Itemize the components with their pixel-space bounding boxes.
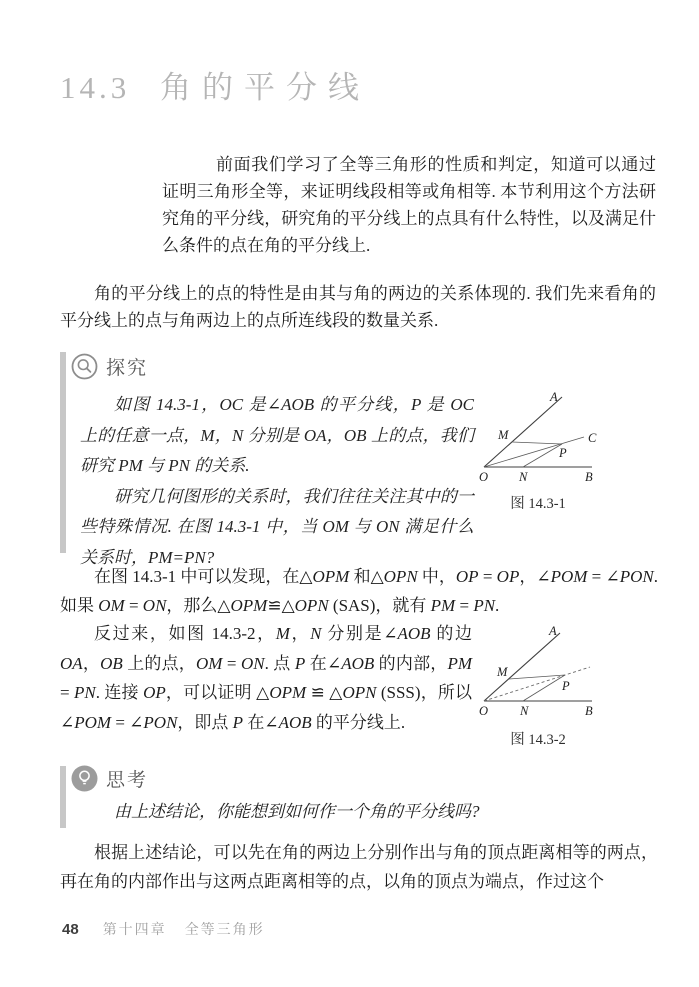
think-heading: 思考 xyxy=(106,770,149,791)
figure-14-3-1 xyxy=(476,388,616,488)
lightbulb-circle-icon xyxy=(71,765,98,792)
fig1-label-c: C xyxy=(588,431,597,445)
explore-section-bar xyxy=(60,352,66,553)
fig1-label-n: N xyxy=(519,470,528,484)
page-number: 48 xyxy=(62,921,79,938)
fig2-label-m: M xyxy=(497,665,508,679)
fig2-label-n: N xyxy=(520,704,529,718)
converse-paragraph: 反过来，如图 14.3-2，M，N 分别是∠AOB 的边 OA，OB 上的点，OM = ON. 点 P 在∠AOB 的内部，PM = PN. 连接 OP，可以证明 △OPM ≌ △OPN (SSS)，所以∠POM = ∠PON，即点 P 在∠AOB 的平分线上. xyxy=(60,624,473,732)
section-number: 14.3 xyxy=(60,70,131,105)
analysis-paragraph: 在图 14.3-1 中可以发现，在△OPM 和△OPN 中，OP = OP，∠POM = ∠PON. 如果 OM = ON，那么△OPM≌△OPN (SAS)，就有 PM = PN. xyxy=(60,567,659,615)
explore-section-header xyxy=(71,353,148,380)
figure-caption: 图 14.3-1 xyxy=(510,496,566,512)
fig1-label-p: P xyxy=(559,446,567,460)
fig2-label-p: P xyxy=(562,679,570,693)
think-section-header xyxy=(71,765,148,792)
fig1-label-o: O xyxy=(479,470,489,484)
lead-paragraph: 角的平分线上的点的特性是由其与角的两边的关系体现的. 我们先来看角的平分线上的点与角两边上的点所连线段的数量关系. xyxy=(60,284,656,330)
fig1-label-a: A xyxy=(550,390,558,404)
explore-paragraph-2: 研究几何图形的关系时，我们往往关注其中的一些特殊情况. 在图 14.3-1 中，当 OM 与 ON 满足什么关系时，PM=PN? xyxy=(80,486,474,567)
fig2-label-b: B xyxy=(585,704,593,718)
chapter-subject: 全等三角形 xyxy=(184,923,265,938)
magnifier-circle-icon xyxy=(71,353,98,380)
intro-paragraph: 前面我们学习了全等三角形的性质和判定，知道可以通过证明三角形全等，来证明线段相等或角相等. 本节利用这个方法研究角的平分线，研究角的平分线上的点具有什么特性，以及满足什么条件的点在角的平分线上. xyxy=(162,155,656,255)
fig2-label-o: O xyxy=(479,704,489,718)
chapter-title: 第十四章 xyxy=(102,923,167,938)
fig2-label-a: A xyxy=(549,624,557,638)
explore-body xyxy=(80,390,474,573)
page-footer xyxy=(62,919,265,939)
section-title xyxy=(60,62,370,107)
explore-paragraph-1: 如图 14.3-1，OC 是∠AOB 的平分线，P 是 OC 上的任意一点，M，N 分别是 OA，OB 上的点，我们研究 PM 与 PN 的关系. xyxy=(80,395,474,475)
think-question: 由上述结论，你能想到如何作一个角的平分线吗? xyxy=(114,802,480,821)
conclusion-paragraph: 根据上述结论，可以先在角的两边上分别作出与角的顶点距离相等的两点，再在角的内部作出与这两点距离相等的点，以角的顶点为端点，作过这个 xyxy=(60,843,658,891)
fig1-label-m: M xyxy=(498,428,509,442)
fig1-label-b: B xyxy=(585,470,593,484)
think-section-bar xyxy=(60,766,66,828)
section-title-text: 角的平分线 xyxy=(160,70,370,105)
figure-caption: 图 14.3-2 xyxy=(510,732,566,748)
figure-14-3-2 xyxy=(476,622,616,722)
explore-heading: 探究 xyxy=(106,358,149,379)
